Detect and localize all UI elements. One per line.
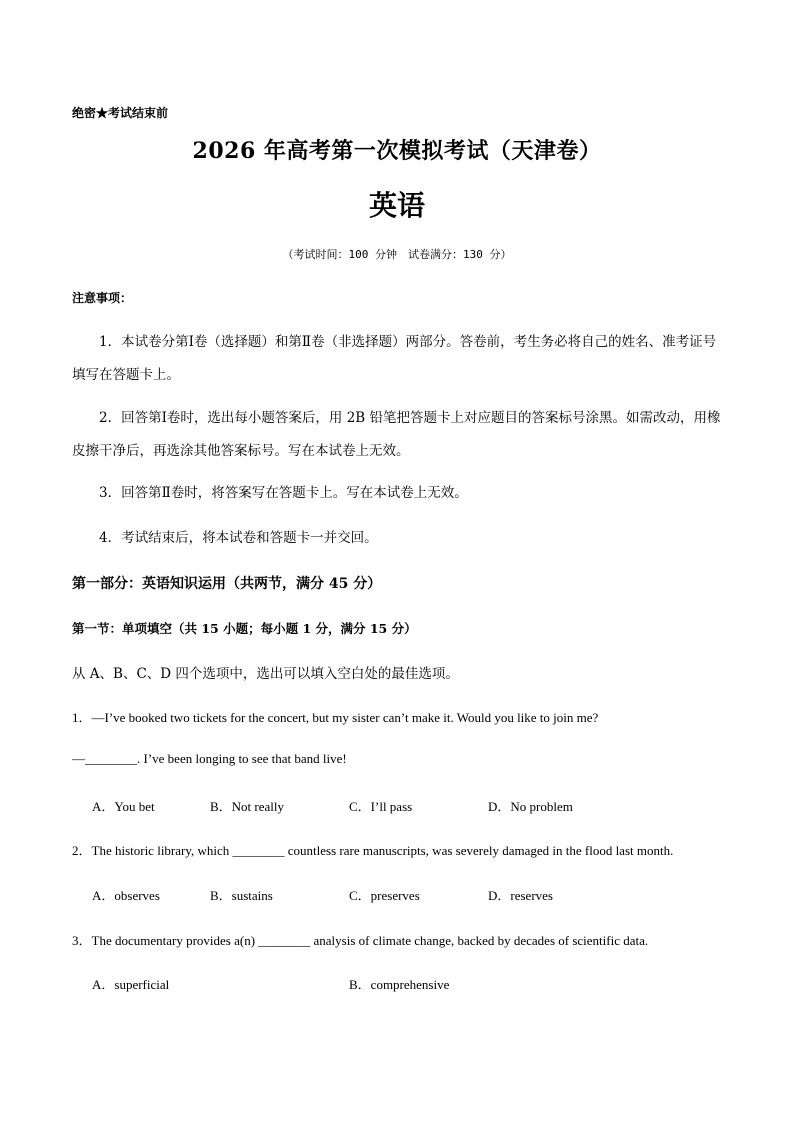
question-1-option-c: C．I’ll pass (349, 799, 413, 814)
question-1-stem: 1．—I’ve booked two tickets for the concert, but my sister can’t make it. Would you like to join me? (72, 710, 599, 725)
notice-item-3-text: 3．回答第Ⅱ卷时，将答案写在答题卡上。写在本试卷上无效。 (99, 485, 468, 501)
notice-item-2-text: 2．回答第Ⅰ卷时，选出每小题答案后，用 2B 铅笔把答题卡上对应题目的答案标号涂黑。如需改动，用橡皮擦干净后，再选涂其他答案标号。写在本试卷上无效。 (72, 410, 721, 459)
question-3-stem: 3．The documentary provides a(n) ________ analysis of climate change, backed by decades of scientific data. (72, 933, 649, 948)
notice-item-3 (72, 477, 724, 510)
notice-item-4 (72, 522, 724, 555)
section1-heading: 第一节：单项填空（共 15 小题；每小题 1 分，满分 15 分） (72, 621, 417, 636)
notice-item-4-text: 4．考试结束后，将本试卷和答题卡一并交回。 (99, 530, 378, 546)
question-2-option-c: C．preserves (349, 888, 420, 903)
notice-item-2 (72, 402, 724, 468)
section1-instruction: 从 A、B、C、D 四个选项中，选出可以填入空白处的最佳选项。 (72, 666, 459, 682)
question-1-option-b: B．Not really (210, 799, 285, 814)
question-1-option-d: D．No problem (488, 799, 573, 814)
question-2-stem: 2．The historic library, which ________ countless rare manuscripts, was severely damaged in the flood last month. (72, 843, 674, 858)
question-1-response: —________. I’ve been longing to see that band live! (72, 751, 347, 766)
part1-heading: 第一部分：英语知识运用（共两节，满分 45 分） (72, 576, 382, 592)
question-1-option-a: A．You bet (92, 799, 155, 814)
question-2-option-d: D．reserves (488, 888, 553, 903)
notice-item-1 (72, 326, 724, 392)
notice-item-1-text: 1．本试卷分第Ⅰ卷（选择题）和第Ⅱ卷（非选择题）两部分。答卷前，考生务必将自己的姓名、准考证号填写在答题卡上。 (72, 334, 717, 383)
exam-title: 2026 年高考第一次模拟考试（天津卷） (192, 138, 602, 164)
time-info: （考试时间：100 分钟 试卷满分：130 分） (282, 248, 512, 261)
notice-heading: 注意事项： (72, 291, 133, 305)
question-2-option-b: B．sustains (210, 888, 273, 903)
question-3-option-b: B．comprehensive (349, 977, 450, 992)
question-2-option-a: A．observes (92, 888, 160, 903)
subject-title: 英语 (368, 189, 425, 222)
confidential-label: 绝密★考试结束前 (72, 106, 169, 120)
question-3-option-a: A．superficial (92, 977, 170, 992)
